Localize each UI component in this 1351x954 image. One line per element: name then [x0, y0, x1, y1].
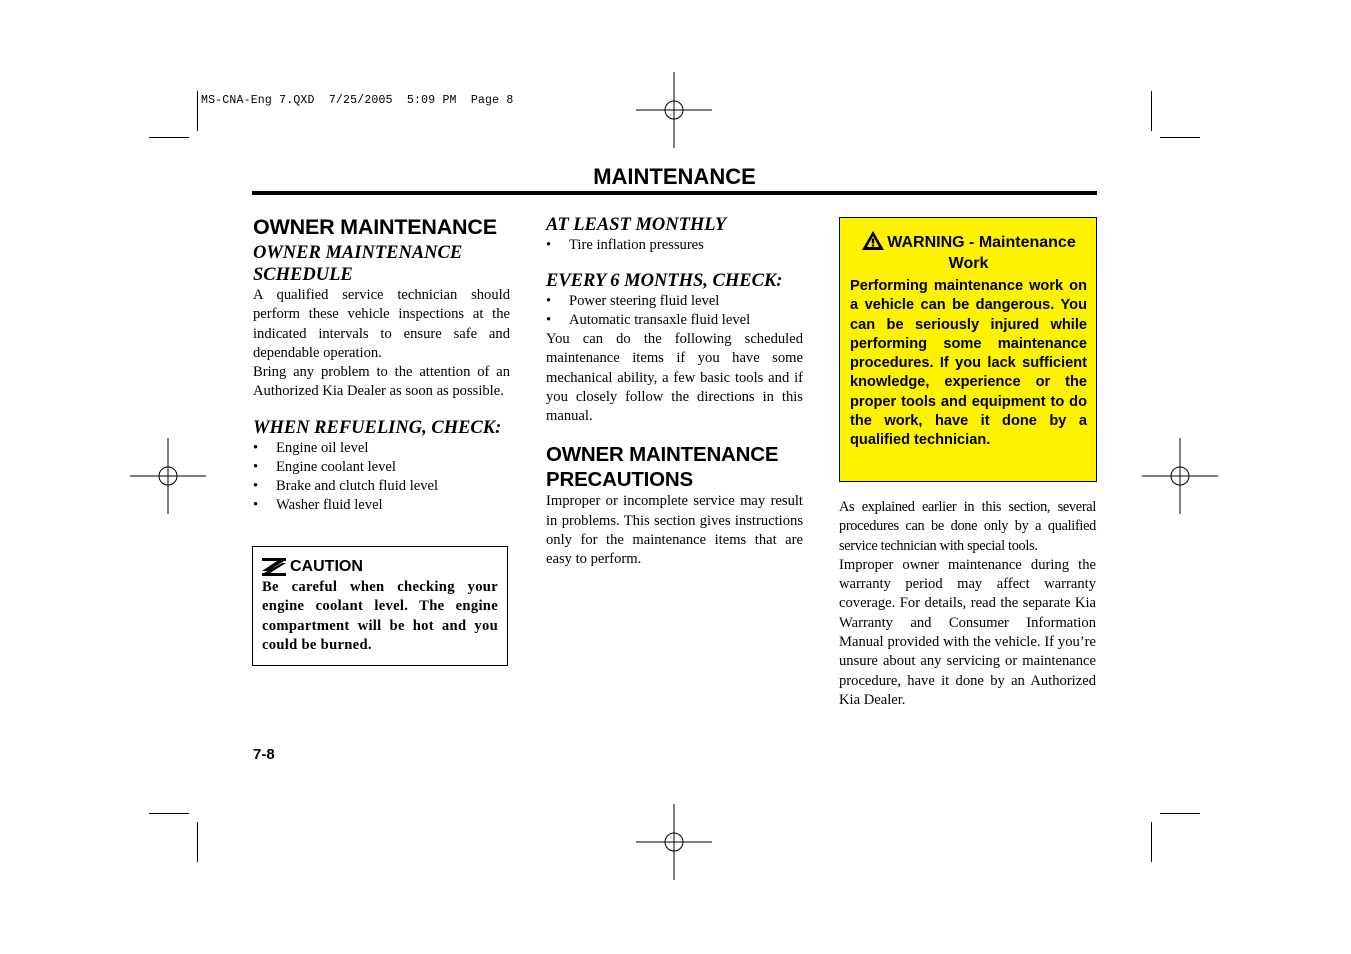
schedule-subheading: OWNER MAINTENANCE SCHEDULE [253, 243, 463, 285]
caution-heading [262, 556, 498, 578]
running-head: MAINTENANCE [593, 164, 756, 189]
caution-box [252, 546, 508, 666]
column-2 [546, 214, 803, 570]
crop-mark [197, 91, 198, 131]
dealer-paragraph: Bring any problem to the attention of an Authorized Kia Dealer as soon as possible. [253, 364, 510, 400]
warranty-paragraph: Improper owner maintenance during the warranty period may affect warranty coverage. For details, read the separate Kia Warranty and Consumer Information Manual provided with the vehicle. If you’re unsure about any servicing or maintenance procedure, have it done by an Authorized Kia Dealer. [839, 556, 1096, 708]
print-slug: MS-CNA-Eng 7.QXD 7/25/2005 5:09 PM Page 8 [201, 94, 514, 107]
caution-icon [262, 558, 286, 576]
page-number: 7-8 [253, 746, 275, 763]
warning-triangle-icon [861, 230, 885, 251]
crop-mark [1160, 137, 1200, 138]
six-month-list [546, 292, 803, 330]
caution-text: Be careful when checking your engine coolant level. The engine compartment will be hot and you could be burned. [262, 579, 498, 653]
list-item: • Brake and clutch fluid level [253, 477, 510, 496]
monthly-list [546, 236, 803, 255]
six-month-heading: EVERY 6 MONTHS, CHECK: [546, 271, 783, 291]
list-item: • Engine oil level [253, 439, 510, 458]
warning-box [839, 217, 1097, 482]
qualified-technician-paragraph: As explained earlier in this section, several procedures can be done only by a qualified service technician with special tools. [839, 499, 1096, 554]
warning-text: Performing maintenance work on a vehicle can be dangerous. You can be seriously injured while performing some maintenance procedures. If you lack sufficient knowledge, experience or the proper tools and equipment to do the work, have it done by a qualified technician. [850, 278, 1087, 449]
crop-mark [149, 137, 189, 138]
registration-mark-icon [636, 72, 712, 148]
list-item: • Tire inflation pressures [546, 236, 803, 255]
column-3 [839, 498, 1096, 710]
refueling-heading: WHEN REFUELING, CHECK: [253, 417, 502, 438]
registration-mark-icon [1142, 438, 1218, 514]
warning-heading [850, 230, 1087, 274]
section-heading: OWNER MAINTENANCE [253, 215, 497, 239]
list-item: • Washer fluid level [253, 496, 510, 515]
precautions-paragraph: Improper or incomplete service may result in problems. This section gives instructions only for the maintenance items that are easy to perform. [546, 493, 803, 568]
crop-mark [1151, 822, 1152, 862]
list-item: • Automatic transaxle fluid level [546, 311, 803, 330]
header-rule [252, 191, 1097, 195]
crop-mark [197, 822, 198, 862]
column-1 [253, 214, 510, 515]
monthly-heading: AT LEAST MONTHLY [546, 215, 727, 235]
registration-mark-icon [636, 804, 712, 880]
registration-mark-icon [130, 438, 206, 514]
crop-mark [1160, 813, 1200, 814]
warning-title: WARNING - Maintenance Work [887, 234, 1076, 272]
list-item: • Power steering fluid level [546, 292, 803, 311]
crop-mark [1151, 91, 1152, 131]
precautions-heading: OWNER MAINTENANCE PRECAUTIONS [546, 443, 779, 492]
refueling-list [253, 439, 510, 515]
caution-title: CAUTION [290, 558, 363, 575]
crop-mark [149, 813, 189, 814]
schedule-paragraph: A qualified service technician should perform these vehicle inspections at the indicated intervals to ensure safe and dependable operation. [253, 287, 510, 361]
scheduled-items-paragraph: You can do the following scheduled maintenance items if you have some mechanical ability, a few basic tools and if you closely follow the directions in this manual. [546, 331, 803, 425]
list-item: • Engine coolant level [253, 458, 510, 477]
